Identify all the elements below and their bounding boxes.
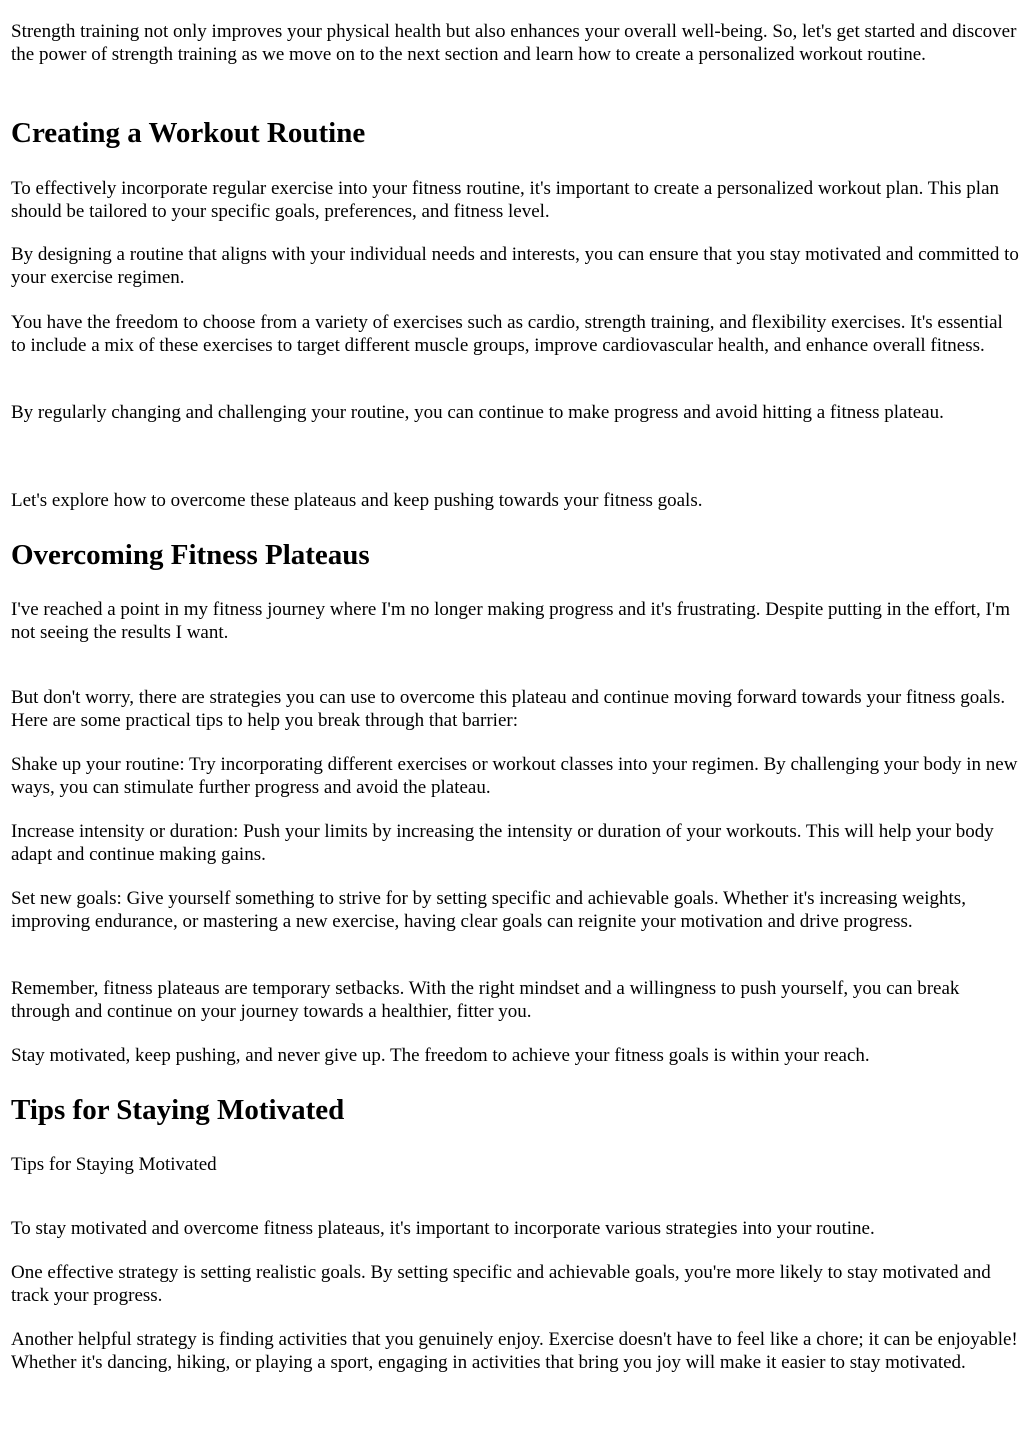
paragraph: Strength training not only improves your physical health but also enhances your overall well-being. So, let's get started and discover the power of strength training as we move on to the next section and learn how to create a personalized workout routine. — [11, 21, 1017, 66]
paragraph: I've reached a point in my fitness journey where I'm no longer making progress and it's frustrating. Despite putting in the effort, I'm not seeing the results I want. — [11, 599, 1010, 644]
section-heading-workout-routine: Creating a Workout Routine — [11, 117, 366, 149]
paragraph: Set new goals: Give yourself something to strive for by setting specific and achievable goals. Whether it's increasing weights, improving endurance, or mastering a new exercise, having clear goals can reignite your motivation and drive progress. — [11, 888, 966, 933]
paragraph: By regularly changing and challenging your routine, you can continue to make progress and avoid hitting a fitness plateau. — [11, 402, 944, 423]
paragraph: You have the freedom to choose from a variety of exercises such as cardio, strength training, and flexibility exercises. It's essential to include a mix of these exercises to target different muscle groups, improve cardiovascular health, and enhance overall fitness. — [11, 312, 1003, 357]
paragraph: Tips for Staying Motivated — [11, 1154, 217, 1175]
paragraph: Stay motivated, keep pushing, and never give up. The freedom to achieve your fitness goals is within your reach. — [11, 1045, 870, 1066]
paragraph: Let's explore how to overcome these plateaus and keep pushing towards your fitness goals. — [11, 490, 703, 511]
paragraph: Increase intensity or duration: Push your limits by increasing the intensity or duration of your workouts. This will help your body adapt and continue making gains. — [11, 821, 994, 866]
paragraph: One effective strategy is setting realistic goals. By setting specific and achievable goals, you're more likely to stay motivated and track your progress. — [11, 1262, 991, 1307]
section-heading-fitness-plateaus: Overcoming Fitness Plateaus — [11, 539, 370, 571]
paragraph: To stay motivated and overcome fitness plateaus, it's important to incorporate various strategies into your routine. — [11, 1218, 875, 1239]
paragraph: Shake up your routine: Try incorporating different exercises or workout classes into your regimen. By challenging your body in new ways, you can stimulate further progress and avoid the plateau. — [11, 754, 1018, 799]
paragraph: By designing a routine that aligns with your individual needs and interests, you can ensure that you stay motivated and committed to your exercise regimen. — [11, 244, 1019, 289]
paragraph: Another helpful strategy is finding activities that you genuinely enjoy. Exercise doesn't have to feel like a chore; it can be enjoyable! Whether it's dancing, hiking, or playing a sport, engaging in activities that bring you joy will make it easier to stay motivated. — [11, 1329, 1018, 1374]
paragraph: To effectively incorporate regular exercise into your fitness routine, it's important to create a personalized workout plan. This plan should be tailored to your specific goals, preferences, and fitness level. — [11, 178, 1000, 223]
section-heading-staying-motivated: Tips for Staying Motivated — [11, 1094, 345, 1126]
paragraph: But don't worry, there are strategies you can use to overcome this plateau and continue moving forward towards your fitness goals. Here are some practical tips to help you break through that barrier: — [11, 687, 1006, 732]
paragraph: Remember, fitness plateaus are temporary setbacks. With the right mindset and a willingness to push yourself, you can break through and continue on your journey towards a healthier, fitter you. — [11, 978, 960, 1023]
